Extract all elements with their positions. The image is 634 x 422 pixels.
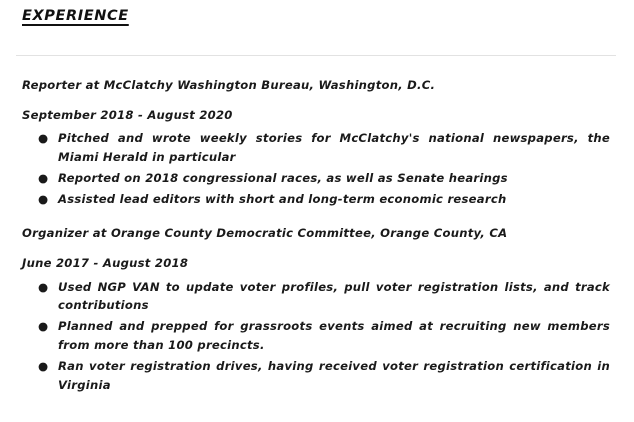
list-item <box>22 169 610 188</box>
experience-entry <box>22 72 610 208</box>
bullet-point-icon: ● <box>38 170 49 185</box>
entry-date-range: June 2017 - August 2018 <box>22 256 189 271</box>
entry-bullet-list <box>22 129 610 208</box>
section-divider <box>16 55 616 56</box>
experience-entry <box>22 208 610 394</box>
entry-bullet-list <box>22 278 610 395</box>
list-item <box>22 357 610 395</box>
list-item <box>22 317 610 355</box>
list-item-text: Ran voter registration drives, having received voter registration certification in Virginia <box>58 358 610 392</box>
bullet-point-icon: ● <box>38 319 49 334</box>
bullet-point-icon: ● <box>38 191 49 206</box>
entry-date-range: September 2018 - August 2020 <box>22 107 233 122</box>
list-item-text: Used NGP VAN to update voter profiles, pull voter registration lists, and track contributions <box>58 279 610 313</box>
bullet-point-icon: ● <box>38 131 49 146</box>
list-item <box>22 129 610 167</box>
entry-title: Reporter at McClatchy Washington Bureau, Washington, D.C. <box>22 78 436 92</box>
bullet-point-icon: ● <box>38 358 49 373</box>
entry-title: Organizer at Orange County Democratic Committee, Orange County, CA <box>22 226 508 241</box>
list-item-text: Pitched and wrote weekly stories for McClatchy's national newspapers, the Miami Herald in particular <box>58 131 610 165</box>
bullet-point-icon: ● <box>38 279 49 294</box>
list-item <box>22 278 610 316</box>
list-item-text: Planned and prepped for grassroots events aimed at recruiting new members from more than 100 precincts. <box>58 319 610 353</box>
list-item-text: Assisted lead editors with short and long-term economic research <box>58 191 507 206</box>
list-item <box>22 190 610 209</box>
page-title: EXPERIENCE <box>22 8 129 24</box>
experience-entry-list <box>22 72 610 394</box>
list-item-text: Reported on 2018 congressional races, as well as Senate hearings <box>58 170 508 185</box>
